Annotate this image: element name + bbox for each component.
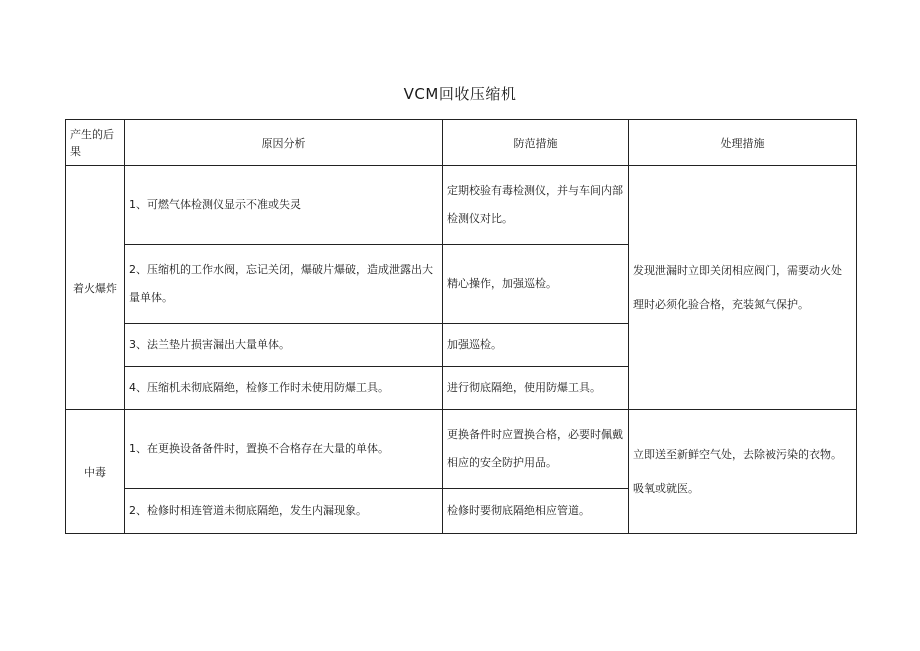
risk-table [65,119,857,534]
header-consequence: 产生的后果 [66,120,125,166]
table-header-row [66,120,857,166]
cause-cell: 2、压缩机的工作水阀，忘记关闭，爆破片爆破，造成泄露出大量单体。 [125,245,443,324]
prevention-cell: 定期校验有毒检测仪，并与车间内部检测仪对比。 [443,166,629,245]
header-handling: 处理措施 [629,120,857,166]
prevention-cell: 更换备件时应置换合格，必要时佩戴相应的安全防护用品。 [443,410,629,489]
table-row [66,410,857,489]
prevention-cell: 进行彻底隔绝，使用防爆工具。 [443,367,629,410]
document-title: VCM回收压缩机 [403,85,517,103]
handling-cell: 发现泄漏时立即关闭相应阀门，需要动火处理时必须化验合格，充装氮气保护。 [629,166,857,410]
consequence-cell: 着火爆炸 [66,166,125,410]
cause-cell: 4、压缩机未彻底隔绝，检修工作时未使用防爆工具。 [125,367,443,410]
header-cause: 原因分析 [125,120,443,166]
cause-cell: 2、检修时相连管道未彻底隔绝，发生内漏现象。 [125,489,443,534]
header-prevention: 防范措施 [443,120,629,166]
prevention-cell: 加强巡检。 [443,324,629,367]
cause-cell: 3、法兰垫片损害漏出大量单体。 [125,324,443,367]
cause-cell: 1、可燃气体检测仪显示不准或失灵 [125,166,443,245]
handling-cell: 立即送至新鲜空气处，去除被污染的衣物。吸氧或就医。 [629,410,857,534]
prevention-cell: 检修时要彻底隔绝相应管道。 [443,489,629,534]
cause-cell: 1、在更换设备备件时，置换不合格存在大量的单体。 [125,410,443,489]
consequence-cell: 中毒 [66,410,125,534]
table-row [66,166,857,245]
prevention-cell: 精心操作，加强巡检。 [443,245,629,324]
